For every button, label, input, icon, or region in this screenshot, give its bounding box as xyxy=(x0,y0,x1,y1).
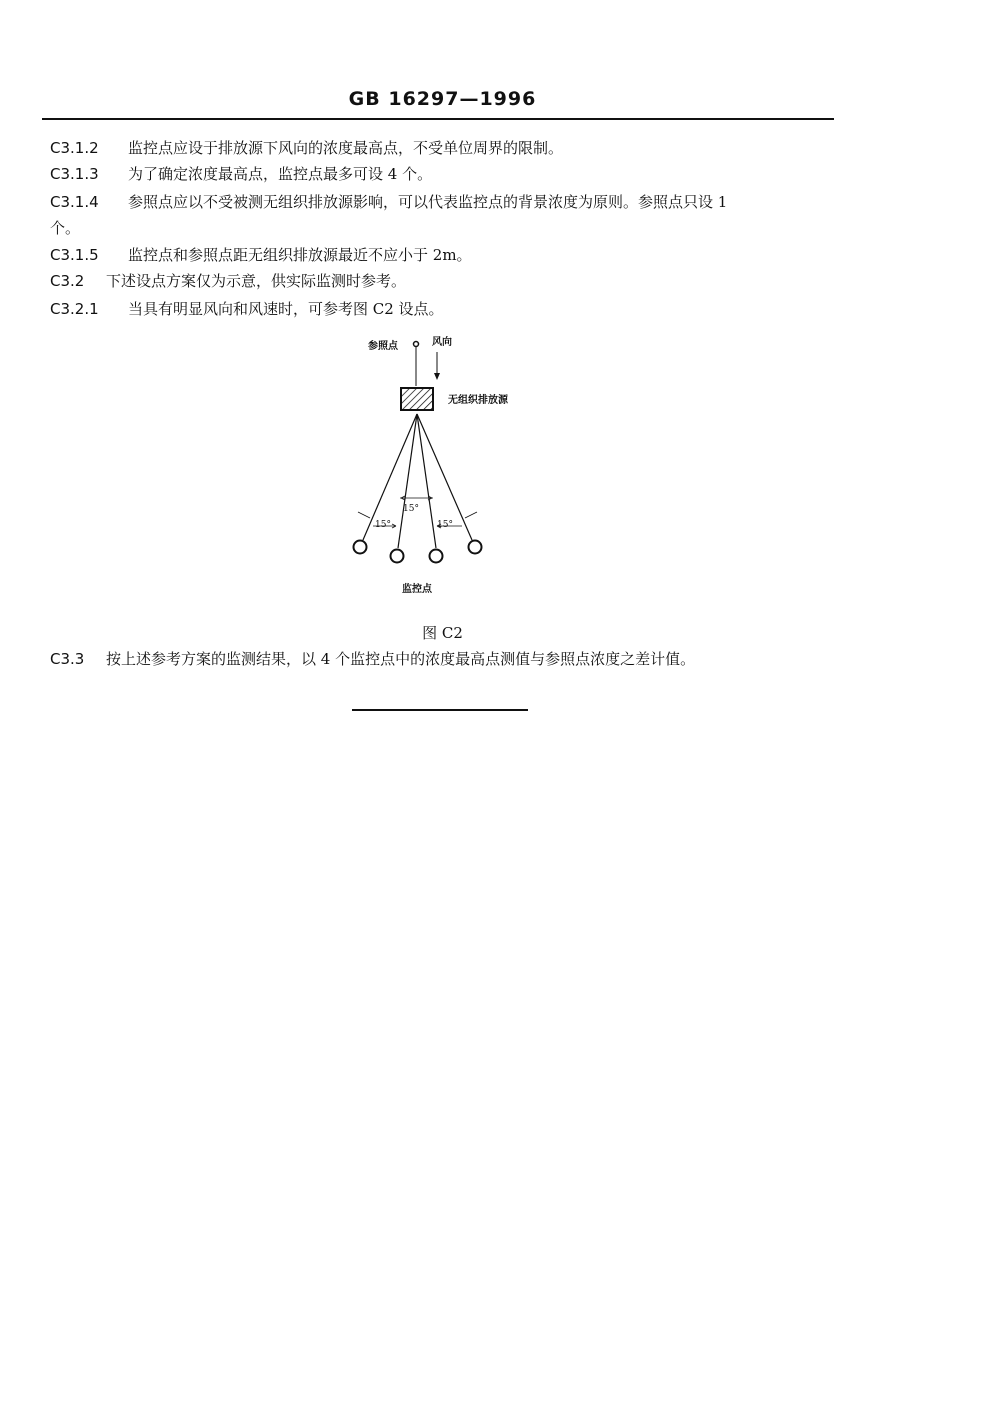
reference-point-label: 参照点 xyxy=(368,341,398,352)
clause-text: 监控点和参照点距无组织排放源最近不应小于 2m。 xyxy=(128,246,472,264)
sampling-layout-diagram xyxy=(340,330,560,610)
figure-c2-diagram xyxy=(340,330,560,610)
clause-number: C3.1.3 xyxy=(50,165,99,183)
paragraph-c3-1-5 xyxy=(50,242,840,268)
clause-text: 参照点应以不受被测无组织排放源影响，可以代表监控点的背景浓度为原则。参照点只设 1 xyxy=(128,193,728,211)
clause-text: 为了确定浓度最高点，监控点最多可设 4 个。 xyxy=(128,165,433,183)
page-header-title: GB 16297—1996 xyxy=(348,88,537,110)
clause-text: 监控点应设于排放源下风向的浓度最高点，不受单位周界的限制。 xyxy=(128,139,564,157)
angle-label-center-left: 15° xyxy=(403,504,419,514)
paragraph-c3-1-3 xyxy=(50,161,840,187)
angle-label-left: 15° xyxy=(375,520,391,530)
clause-text-continued: 个。 xyxy=(50,219,81,237)
end-of-standard-rule xyxy=(352,709,528,711)
angle-tick-right xyxy=(465,512,477,518)
angle-label-right: 15° xyxy=(437,520,453,530)
monitoring-point-2 xyxy=(391,550,404,563)
paragraph-c3-1-4 xyxy=(50,189,840,241)
monitoring-point-1 xyxy=(354,541,367,554)
emission-source-label: 无组织排放源 xyxy=(448,395,508,406)
wind-arrow-head xyxy=(434,373,440,380)
monitoring-point-4 xyxy=(469,541,482,554)
monitoring-point-3 xyxy=(430,550,443,563)
clause-number: C3.2.1 xyxy=(50,300,99,318)
ray-3 xyxy=(417,414,436,548)
clause-text: 按上述参考方案的监测结果，以 4 个监控点中的浓度最高点测值与参照点浓度之差计值。 xyxy=(106,650,696,668)
wind-direction-label: 风向 xyxy=(432,337,452,348)
clause-text: 当具有明显风向和风速时，可参考图 C2 设点。 xyxy=(128,300,444,318)
clause-number: C3.1.2 xyxy=(50,139,99,157)
paragraph-c3-1-2 xyxy=(50,135,840,161)
angle-tick-left xyxy=(358,512,370,518)
ray-2 xyxy=(398,414,417,548)
figure-caption: 图 C2 xyxy=(422,624,463,642)
clause-number: C3.1.5 xyxy=(50,246,99,264)
clause-number: C3.3 xyxy=(50,650,85,668)
clause-number: C3.2 xyxy=(50,272,85,290)
clause-number: C3.1.4 xyxy=(50,193,99,211)
monitoring-points-label: 监控点 xyxy=(402,584,432,595)
paragraph-c3-3 xyxy=(50,646,840,672)
clause-text: 下述设点方案仅为示意，供实际监测时参考。 xyxy=(106,272,407,290)
monitoring-points xyxy=(354,541,482,563)
header-divider xyxy=(42,118,834,120)
reference-point-marker xyxy=(414,342,419,347)
paragraph-c3-2-1 xyxy=(50,296,840,322)
paragraph-c3-2 xyxy=(50,268,840,294)
emission-source-box xyxy=(401,388,433,410)
